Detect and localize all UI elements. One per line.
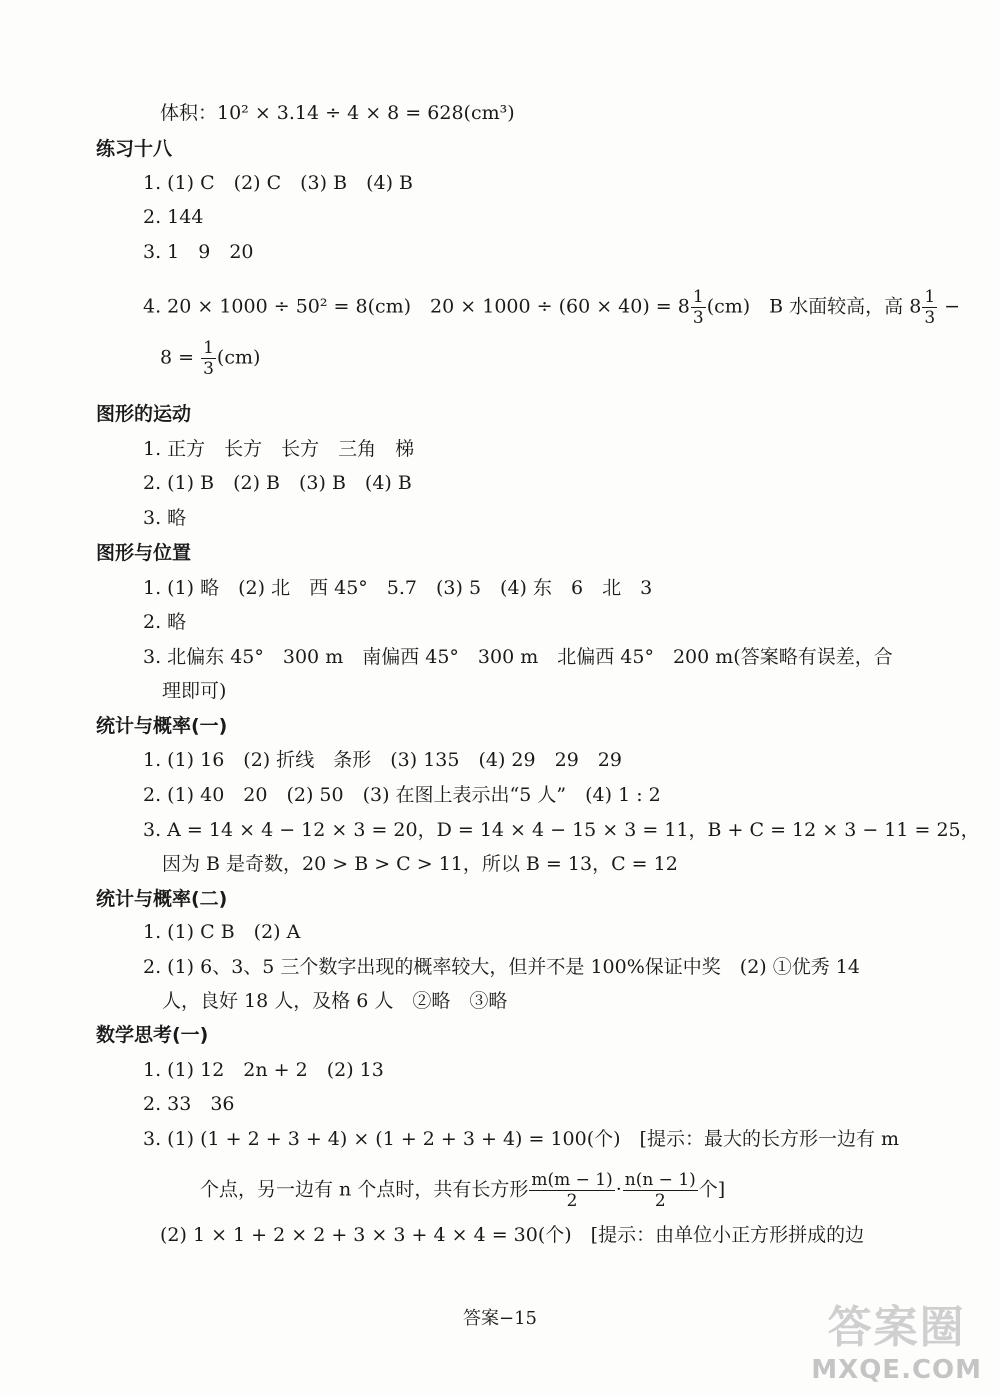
- answer-line: 1. (1) 12 2n + 2 (2) 13: [143, 1059, 384, 1081]
- answer-line: 1. (1) 16 (2) 折线 条形 (3) 135 (4) 29 29 29: [143, 749, 622, 771]
- answer-line: 1. (1) C (2) C (3) B (4) B: [143, 172, 413, 194]
- text-segment: −: [938, 295, 961, 318]
- fraction-denominator: 3: [924, 308, 936, 328]
- fraction-denominator: 3: [203, 359, 214, 379]
- answer-line: (2) 1 × 1 + 2 × 2 + 3 × 3 + 4 × 4 = 30(个) [提示：由单位小正方形拼成的边: [160, 1224, 865, 1246]
- answer-line: 3. A = 14 × 4 − 12 × 3 = 20，D = 14 × 4 − 15 × 3 = 11，B + C = 12 × 3 − 11 = 25，: [143, 819, 980, 841]
- watermark: [811, 1291, 982, 1385]
- answer-line: 人，良好 18 人，及格 6 人 ②略 ③略: [162, 990, 508, 1012]
- answer-line: 2. (1) B (2) B (3) B (4) B: [143, 472, 412, 494]
- answer-line-fraction: [143, 287, 960, 328]
- answer-line: 3. 略: [143, 507, 187, 529]
- answer-line: 2. (1) 40 20 (2) 50 (3) 在图上表示出“5 人” (4) 1 : 2: [143, 784, 661, 806]
- answer-line-fraction: [160, 338, 260, 379]
- answer-line: 因为 B 是奇数，20 > B > C > 11，所以 B = 13，C = 12: [162, 853, 678, 875]
- fraction-denominator: 3: [692, 308, 704, 328]
- answer-line: 3. 1 9 20: [143, 241, 254, 263]
- fraction-denominator: 2: [566, 1191, 578, 1211]
- volume-line: 体积：10² × 3.14 ÷ 4 × 8 = 628(cm³): [160, 102, 515, 124]
- answer-line: 2. 略: [143, 611, 187, 633]
- answer-line: 2. 144: [143, 206, 204, 228]
- answer-line: 理即可): [162, 680, 227, 702]
- answer-line: 1. (1) 略 (2) 北 西 45° 5.7 (3) 5 (4) 东 6 北 3: [143, 577, 653, 599]
- text-segment: 4. 20 × 1000 ÷ 50² = 8(cm) 20 × 1000 ÷ (60 × 40) = 8: [143, 295, 690, 318]
- text-segment: (cm): [216, 346, 261, 369]
- fraction-numerator: m(m − 1): [531, 1170, 613, 1190]
- text-segment: 个点，另一边有 n 个点时，共有长方形: [200, 1178, 529, 1201]
- answer-line-fraction: [200, 1170, 725, 1211]
- answer-line: 1. 正方 长方 长方 三角 梯: [143, 438, 415, 460]
- text-segment: 个]: [698, 1178, 726, 1201]
- answer-line: 2. 33 36: [143, 1093, 235, 1115]
- section-title-transformations: 图形的运动: [96, 403, 192, 425]
- fraction-numerator: 1: [203, 338, 214, 358]
- fraction-numerator: 1: [924, 287, 936, 307]
- watermark-logo: 答案圈: [827, 1302, 966, 1353]
- text-segment: 8 =: [160, 346, 201, 369]
- section-title-math-thinking-1: 数学思考(一): [96, 1024, 209, 1046]
- answer-line: 1. (1) C B (2) A: [143, 921, 301, 943]
- fraction: [922, 287, 937, 328]
- answer-line: 2. (1) 6、3、5 三个数字出现的概率较大，但并不是 100%保证中奖 (2) ①优秀 14: [143, 956, 860, 978]
- text-segment: ·: [615, 1178, 622, 1201]
- answer-line: 3. 北偏东 45° 300 m 南偏西 45° 300 m 北偏西 45° 200 m(答案略有误差，合: [143, 646, 893, 668]
- watermark-url: MXQE.COM: [811, 1355, 982, 1385]
- section-title-statistics-2: 统计与概率(二): [96, 888, 228, 910]
- answer-line: 3. (1) (1 + 2 + 3 + 4) × (1 + 2 + 3 + 4) = 100(个) [提示：最大的长方形一边有 m: [143, 1128, 900, 1150]
- section-title-statistics-1: 统计与概率(一): [96, 715, 228, 737]
- section-title-position: 图形与位置: [96, 542, 192, 564]
- fraction: [623, 1170, 698, 1211]
- fraction: [529, 1170, 614, 1211]
- fraction: [201, 338, 216, 379]
- text-segment: (cm) B 水面较高，高 8: [706, 295, 922, 318]
- fraction-numerator: n(n − 1): [624, 1170, 696, 1190]
- fraction-numerator: 1: [692, 287, 704, 307]
- fraction-denominator: 2: [654, 1191, 666, 1211]
- page-number: 答案−15: [463, 1308, 537, 1329]
- section-title-practice-18: 练习十八: [96, 138, 173, 160]
- fraction: [691, 287, 706, 328]
